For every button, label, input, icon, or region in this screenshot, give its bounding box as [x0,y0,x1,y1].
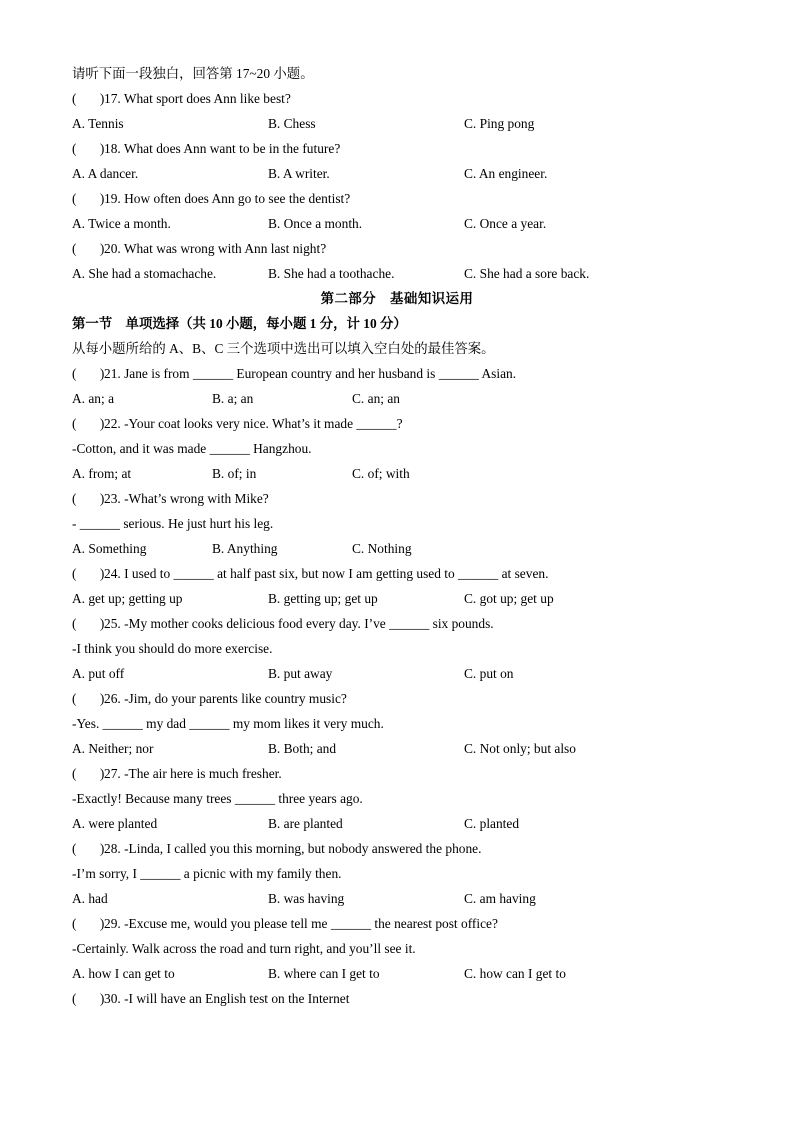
question-stem: 18. What does Ann want to be in the future? [104,141,341,156]
question-stem: 25. -My mother cooks delicious food every day. I’ve ______ six pounds. [104,616,494,631]
option-b: B. Anything [212,541,278,556]
option-b: B. getting up; get up [268,591,378,606]
question-27 [72,761,754,786]
options-29 [72,961,754,986]
dialogue-line: -Exactly! Because many trees ______ three years ago. [72,791,363,806]
listening-intro: 请听下面一段独白，回答第 17~20 小题。 [72,66,314,81]
option-b: B. Chess [268,116,316,131]
option-b: B. of; in [212,466,257,481]
question-stem: 29. -Excuse me, would you please tell me ______ the nearest post office? [104,916,498,931]
dialogue-line: -I’m sorry, I ______ a picnic with my family then. [72,866,342,881]
answer-blank[interactable]: ( ) [72,566,105,581]
options-20 [72,261,754,286]
question-17 [72,86,754,111]
question-29 [72,911,754,936]
question-stem: 22. -Your coat looks very nice. What’s it made ______? [104,416,403,431]
option-c: C. She had a sore back. [464,266,590,281]
options-18 [72,161,754,186]
option-c: C. An engineer. [464,166,548,181]
option-c: C. put on [464,666,514,681]
options-19 [72,211,754,236]
option-c: C. Not only; but also [464,741,576,756]
option-a: A. Neither; nor [72,741,154,756]
answer-blank[interactable]: ( ) [72,841,105,856]
question-21 [72,361,754,386]
option-a: A. how I can get to [72,966,175,981]
question-stem: 23. -What’s wrong with Mike? [104,491,269,506]
answer-blank[interactable]: ( ) [72,691,105,706]
dialogue-line: -Yes. ______ my dad ______ my mom likes it very much. [72,716,384,731]
dialogue-line: -I think you should do more exercise. [72,641,273,656]
question-25 [72,611,754,636]
answer-blank[interactable]: ( ) [72,241,105,256]
option-a: A. She had a stomachache. [72,266,217,281]
options-21 [72,386,754,411]
dialogue-line: - ______ serious. He just hurt his leg. [72,516,274,531]
option-a: A. were planted [72,816,158,831]
option-a: A. put off [72,666,125,681]
question-stem: 21. Jane is from ______ European country and her husband is ______ Asian. [104,366,517,381]
option-a: A. had [72,891,108,906]
option-c: C. planted [464,816,520,831]
question-stem: 19. How often does Ann go to see the dentist? [104,191,351,206]
answer-blank[interactable]: ( ) [72,366,105,381]
option-c: C. Nothing [352,541,412,556]
option-b: B. Once a month. [268,216,363,231]
options-26 [72,736,754,761]
answer-blank[interactable]: ( ) [72,416,105,431]
question-stem: 26. -Jim, do your parents like country music? [104,691,347,706]
question-stem: 28. -Linda, I called you this morning, but nobody answered the phone. [104,841,482,856]
answer-blank[interactable]: ( ) [72,191,105,206]
answer-blank[interactable]: ( ) [72,141,105,156]
option-a: A. A dancer. [72,166,139,181]
part-title: 第二部分 基础知识运用 [320,291,474,306]
answer-blank[interactable]: ( ) [72,916,105,931]
question-stem: 20. What was wrong with Ann last night? [104,241,327,256]
option-a: A. Twice a month. [72,216,171,231]
question-22 [72,411,754,436]
question-24 [72,561,754,586]
options-27 [72,811,754,836]
option-a: A. Tennis [72,116,124,131]
options-17 [72,111,754,136]
option-b: B. where can I get to [268,966,380,981]
option-b: B. was having [268,891,345,906]
option-c: C. how can I get to [464,966,566,981]
option-c: C. Ping pong [464,116,535,131]
question-23 [72,486,754,511]
option-b: B. A writer. [268,166,330,181]
option-c: C. an; an [352,391,400,406]
section-instruction: 从每小题所给的 A、B、C 三个选项中选出可以填入空白处的最佳答案。 [72,341,495,356]
dialogue-line: -Certainly. Walk across the road and turn right, and you’ll see it. [72,941,416,956]
option-b: B. a; an [212,391,254,406]
question-30 [72,986,754,1011]
question-stem: 24. I used to ______ at half past six, but now I am getting used to ______ at seven. [104,566,549,581]
answer-blank[interactable]: ( ) [72,766,105,781]
answer-blank[interactable]: ( ) [72,991,105,1006]
option-a: A. Something [72,541,147,556]
dialogue-line: -Cotton, and it was made ______ Hangzhou. [72,441,312,456]
question-28 [72,836,754,861]
answer-blank[interactable]: ( ) [72,491,105,506]
section-title: 第一节 单项选择（共 10 小题，每小题 1 分，计 10 分） [72,316,407,331]
question-19 [72,186,754,211]
option-b: B. Both; and [268,741,337,756]
option-c: C. of; with [352,466,410,481]
option-c: C. got up; get up [464,591,554,606]
option-b: B. are planted [268,816,343,831]
answer-blank[interactable]: ( ) [72,616,105,631]
option-a: A. from; at [72,466,132,481]
question-stem: 30. -I will have an English test on the Internet [104,991,350,1006]
question-26 [72,686,754,711]
options-24 [72,586,754,611]
option-c: C. Once a year. [464,216,547,231]
options-22 [72,461,754,486]
question-stem: 27. -The air here is much fresher. [104,766,282,781]
option-a: A. an; a [72,391,115,406]
option-b: B. put away [268,666,333,681]
option-c: C. am having [464,891,536,906]
question-20 [72,236,754,261]
option-a: A. get up; getting up [72,591,183,606]
question-stem: 17. What sport does Ann like best? [104,91,291,106]
options-25 [72,661,754,686]
option-b: B. She had a toothache. [268,266,395,281]
options-28 [72,886,754,911]
question-18 [72,136,754,161]
answer-blank[interactable]: ( ) [72,91,105,106]
options-23 [72,536,754,561]
